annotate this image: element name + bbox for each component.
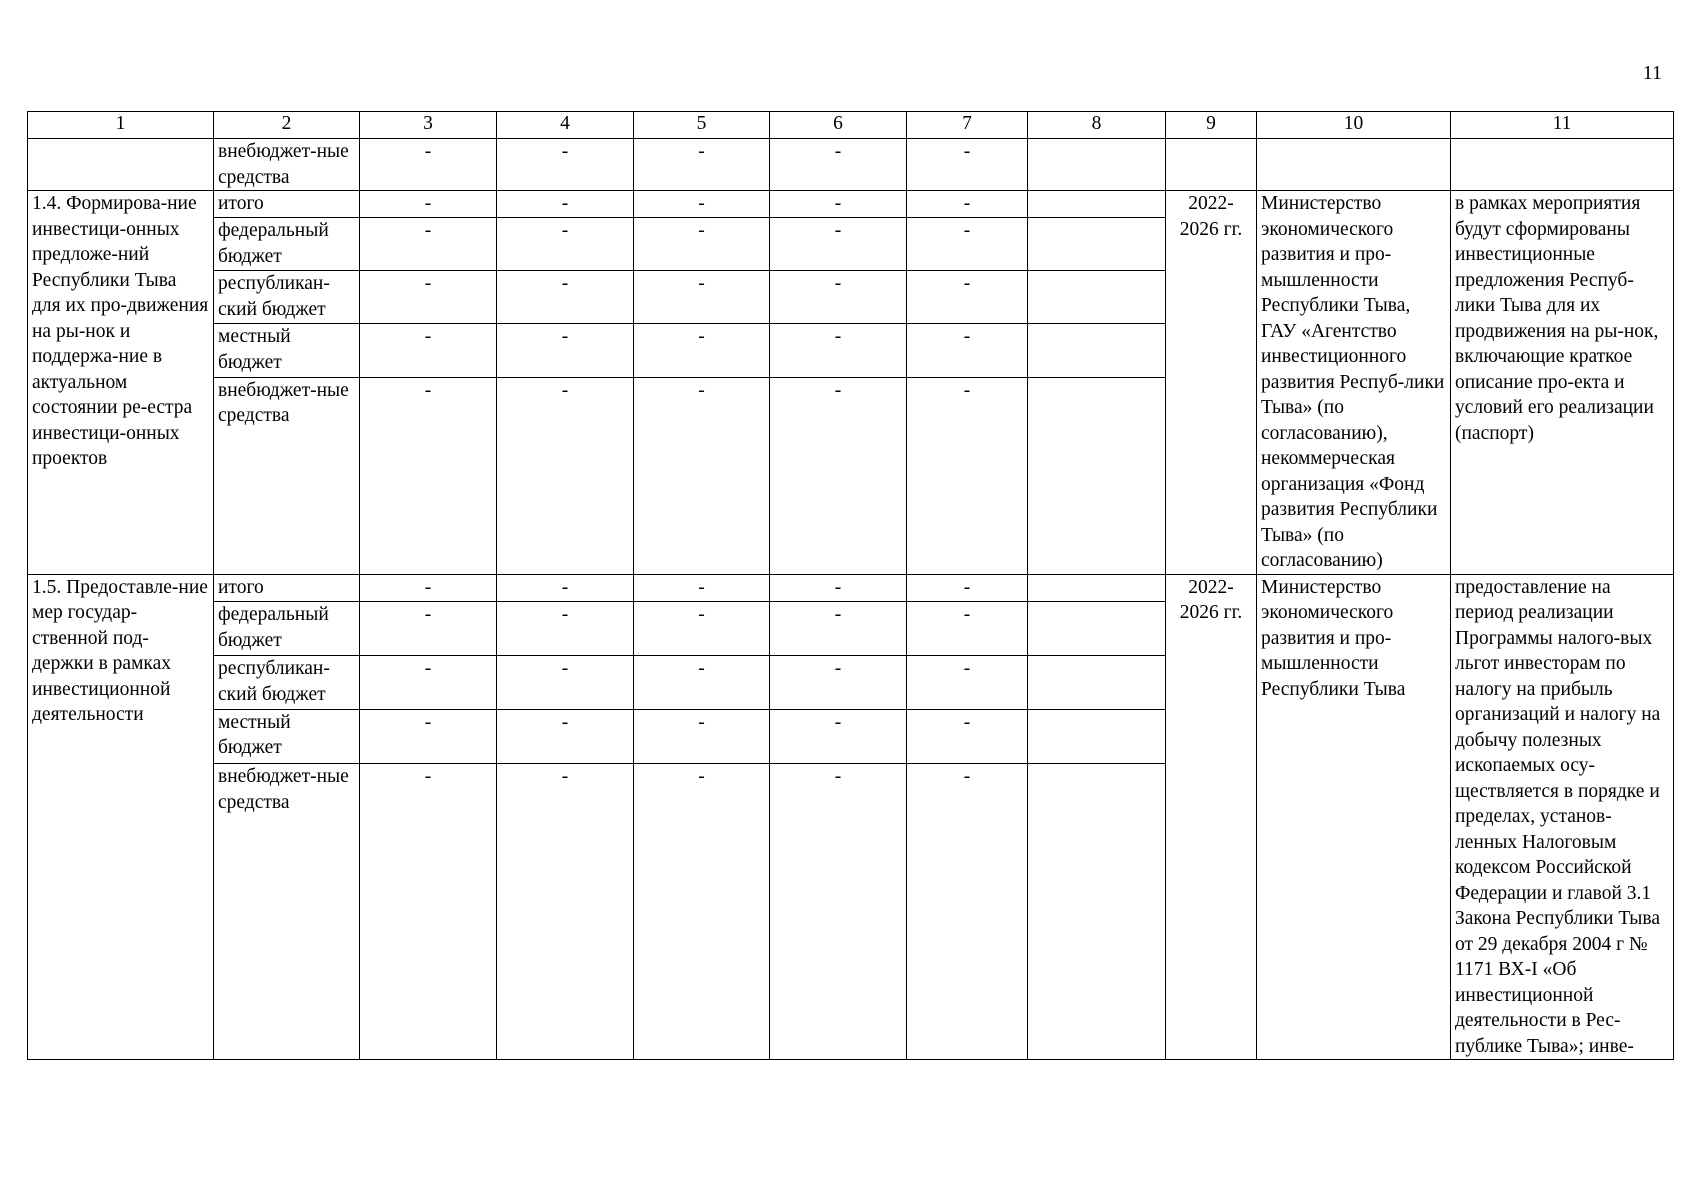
funding-value: - [360,191,497,218]
funding-source: внебюджет-ные средства [214,139,360,191]
funding-value: - [907,709,1028,763]
funding-value: - [360,602,497,656]
funding-value: - [634,271,770,324]
executor: Министерство экономического развития и про-мышленности Республики Тыва [1257,574,1451,1060]
funding-value: - [634,191,770,218]
empty-cell [1028,602,1166,656]
empty-cell [1028,271,1166,324]
empty-cell [1028,709,1166,763]
column-number: 5 [634,112,770,139]
funding-value: - [360,218,497,271]
funding-value: - [497,764,634,1060]
funding-value: - [634,602,770,656]
column-number: 1 [28,112,214,139]
funding-value: - [360,377,497,574]
funding-value: - [497,271,634,324]
funding-value: - [907,324,1028,377]
period-cell [1166,139,1257,191]
funding-value: - [770,602,907,656]
funding-value: - [907,191,1028,218]
column-number: 6 [770,112,907,139]
funding-value: - [907,574,1028,602]
funding-value: - [497,324,634,377]
funding-value: - [634,377,770,574]
funding-value: - [360,656,497,710]
funding-value: - [907,764,1028,1060]
funding-value: - [907,602,1028,656]
funding-source: внебюджет-ные средства [214,764,360,1060]
funding-value: - [360,764,497,1060]
empty-cell [1028,218,1166,271]
funding-value: - [770,271,907,324]
funding-value: - [770,764,907,1060]
column-number: 9 [1166,112,1257,139]
funding-source: республикан-ский бюджет [214,271,360,324]
measure-title: 1.5. Предоставле-ние мер государ-ственной под-держки в рамках инвестиционной деятельности [28,574,214,1060]
funding-value: - [360,271,497,324]
funding-value: - [634,324,770,377]
column-number: 7 [907,112,1028,139]
funding-value: - [360,709,497,763]
period: 2022-2026 гг. [1166,574,1257,1060]
funding-value: - [907,271,1028,324]
column-number: 2 [214,112,360,139]
funding-source: итого [214,191,360,218]
empty-cell [1028,324,1166,377]
column-number: 8 [1028,112,1166,139]
column-number: 3 [360,112,497,139]
funding-value: - [634,574,770,602]
funding-value: - [634,656,770,710]
funding-source: внебюджет-ные средства [214,377,360,574]
funding-source: местный бюджет [214,324,360,377]
funding-value: - [634,139,770,191]
result-cell [1451,139,1674,191]
funding-value: - [634,218,770,271]
page-number: 11 [1642,62,1662,84]
table-row [28,191,1674,218]
funding-value: - [907,656,1028,710]
funding-value: - [497,377,634,574]
funding-value: - [634,709,770,763]
funding-value: - [497,574,634,602]
funding-value: - [360,574,497,602]
empty-cell [1028,139,1166,191]
column-number-row [28,112,1674,139]
funding-source: местный бюджет [214,709,360,763]
funding-value: - [770,656,907,710]
funding-value: - [907,218,1028,271]
empty-cell [1028,574,1166,602]
funding-value: - [770,139,907,191]
funding-value: - [770,574,907,602]
executor-cell [1257,139,1451,191]
funding-value: - [360,139,497,191]
funding-value: - [497,709,634,763]
expected-result: в рамках мероприятия будут сформированы инвестиционные предложения Респуб-лики Тыва для их продвижения на ры-нок, включающие краткое описание про-екта и условий его реализации (паспорт) [1451,191,1674,575]
funding-value: - [497,656,634,710]
funding-source: итого [214,574,360,602]
executor: Министерство экономического развития и про-мышленности Республики Тыва, ГАУ «Агентство инвестиционного развития Респуб-лики Тыва» (по согласованию), некоммерческая организация «Фонд развития Республики Тыва» (по согласованию) [1257,191,1451,575]
measure-title: 1.4. Формирова-ние инвестици-онных предложе-ний Республики Тыва для их про-движения на ры-нок и поддержа-ние в актуальном состоянии ре-естра инвестици-онных проектов [28,191,214,575]
period: 2022-2026 гг. [1166,191,1257,575]
measure-title-cell [28,139,214,191]
funding-value: - [770,377,907,574]
empty-cell [1028,191,1166,218]
funding-value: - [907,377,1028,574]
funding-source: республикан-ский бюджет [214,656,360,710]
funding-value: - [497,191,634,218]
funding-value: - [360,324,497,377]
funding-value: - [497,602,634,656]
column-number: 10 [1257,112,1451,139]
empty-cell [1028,764,1166,1060]
empty-cell [1028,377,1166,574]
empty-cell [1028,656,1166,710]
funding-value: - [497,218,634,271]
funding-value: - [634,764,770,1060]
funding-value: - [907,139,1028,191]
column-number: 4 [497,112,634,139]
table-row [28,139,1674,191]
funding-value: - [770,324,907,377]
program-measures-table [27,111,1674,1060]
table-row [28,574,1674,602]
column-number: 11 [1451,112,1674,139]
funding-source: федеральный бюджет [214,602,360,656]
expected-result: предоставление на период реализации Программы налого-вых льгот инвесторам по налогу на прибыль организаций и налогу на добычу полезных ископаемых осу-ществляется в порядке и пределах, установ-ленных Налоговым кодексом Российской Федерации и главой 3.1 Закона Республики Тыва от 29 декабря 2004 г № 1171 ВХ-I «Об инвестиционной деятельности в Рес-публике Тыва»; инве- [1451,574,1674,1060]
funding-value: - [770,709,907,763]
funding-source: федеральный бюджет [214,218,360,271]
funding-value: - [770,218,907,271]
funding-value: - [770,191,907,218]
funding-value: - [497,139,634,191]
